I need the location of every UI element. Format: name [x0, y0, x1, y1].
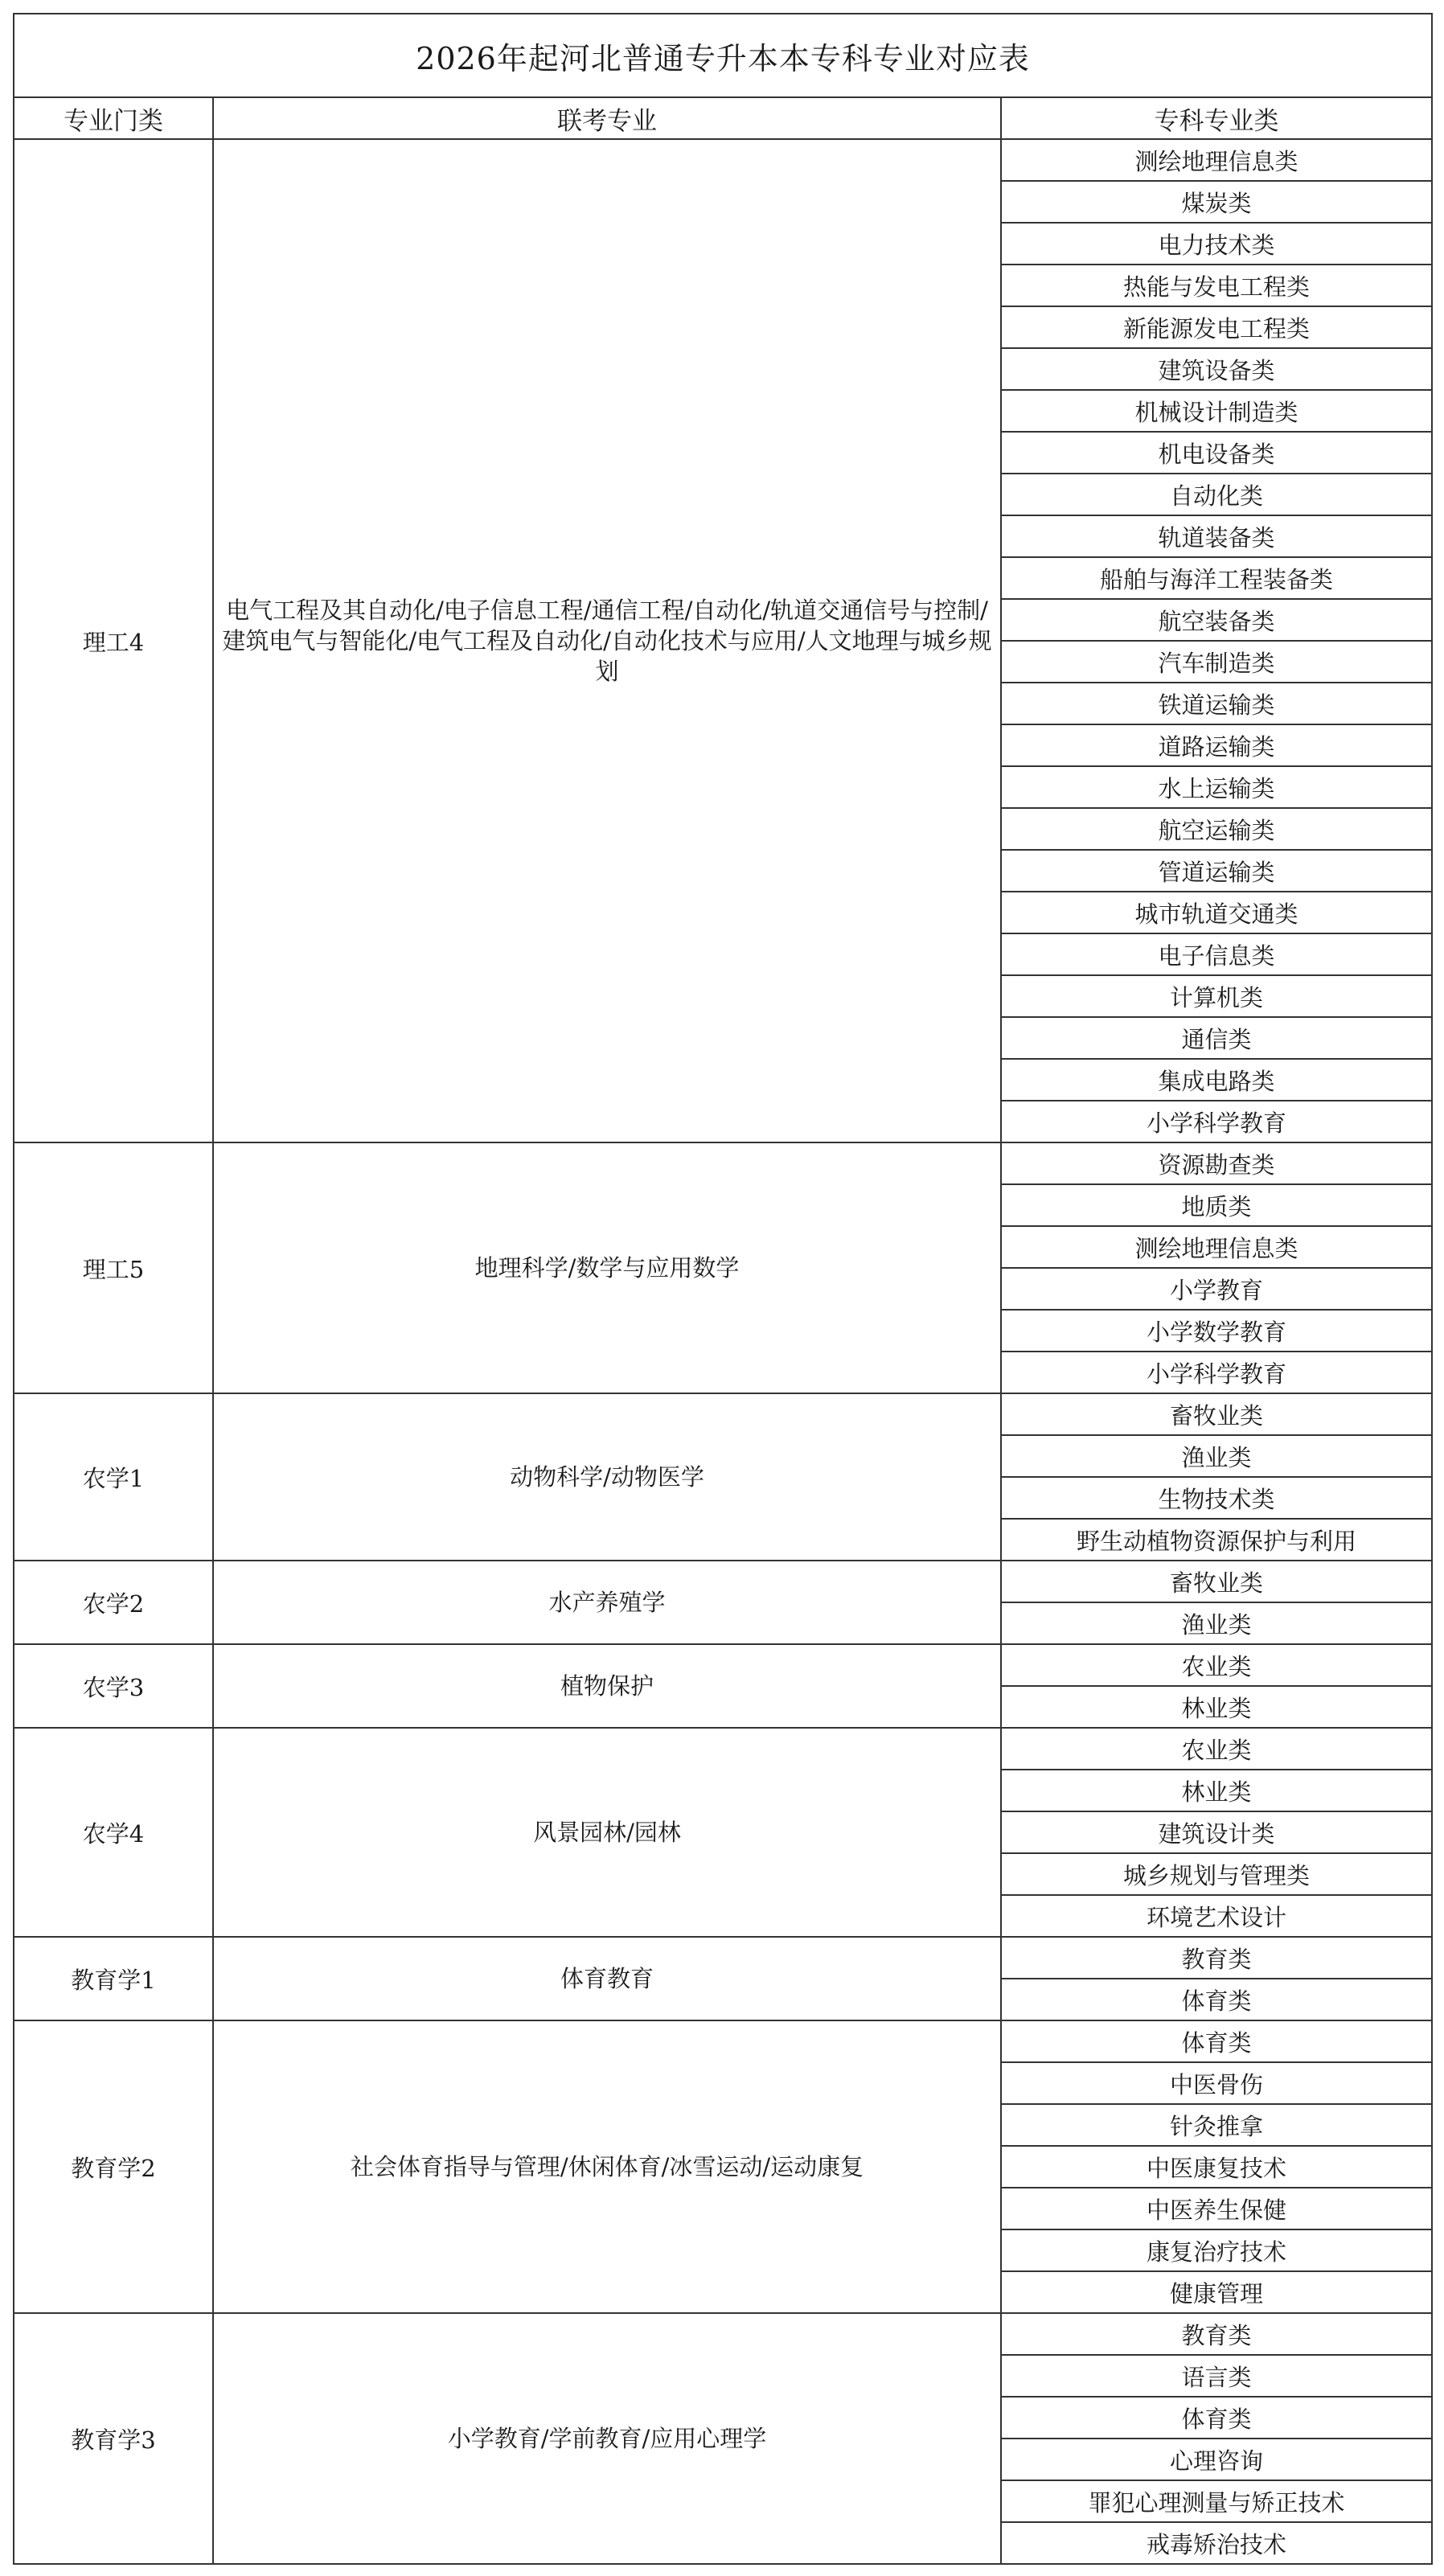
specialty-cell: 畜牧业类 — [1001, 1561, 1432, 1602]
specialty-cell: 林业类 — [1001, 1686, 1432, 1728]
correspondence-table — [13, 13, 1433, 2565]
category-cell: 教育学1 — [14, 1937, 213, 2020]
category-cell: 教育学3 — [14, 2313, 213, 2564]
specialty-cell: 罪犯心理测量与矫正技术 — [1001, 2480, 1432, 2522]
specialty-cell: 体育类 — [1001, 2020, 1432, 2062]
specialty-cell: 渔业类 — [1001, 1602, 1432, 1644]
specialty-cell: 测绘地理信息类 — [1001, 139, 1432, 181]
header-row — [14, 97, 1432, 139]
joint-exam-cell: 电气工程及其自动化/电子信息工程/通信工程/自动化/轨道交通信号与控制/建筑电气与智能化/电气工程及自动化/自动化技术与应用/人文地理与城乡规划 — [213, 139, 1001, 1142]
specialty-cell: 地质类 — [1001, 1184, 1432, 1226]
specialty-cell: 城市轨道交通类 — [1001, 892, 1432, 933]
table-row — [14, 1142, 1432, 1184]
table-row — [14, 1937, 1432, 1979]
specialty-cell: 小学数学教育 — [1001, 1310, 1432, 1352]
specialty-cell: 新能源发电工程类 — [1001, 306, 1432, 348]
specialty-cell: 康复治疗技术 — [1001, 2229, 1432, 2271]
specialty-cell: 农业类 — [1001, 1644, 1432, 1686]
table-title: 2026年起河北普通专升本本专科专业对应表 — [14, 14, 1432, 97]
correspondence-sheet — [13, 13, 1431, 2565]
joint-exam-cell: 小学教育/学前教育/应用心理学 — [213, 2313, 1001, 2564]
category-cell: 农学4 — [14, 1728, 213, 1937]
specialty-cell: 电子信息类 — [1001, 933, 1432, 975]
specialty-cell: 渔业类 — [1001, 1435, 1432, 1477]
specialty-cell: 中医骨伤 — [1001, 2062, 1432, 2104]
table-row — [14, 1561, 1432, 1602]
table-row — [14, 2020, 1432, 2062]
table-row — [14, 2313, 1432, 2355]
specialty-cell: 畜牧业类 — [1001, 1393, 1432, 1435]
specialty-cell: 船舶与海洋工程装备类 — [1001, 557, 1432, 599]
specialty-cell: 教育类 — [1001, 2313, 1432, 2355]
joint-exam-cell: 地理科学/数学与应用数学 — [213, 1142, 1001, 1393]
specialty-cell: 健康管理 — [1001, 2271, 1432, 2313]
specialty-cell: 林业类 — [1001, 1770, 1432, 1811]
specialty-cell: 中医康复技术 — [1001, 2146, 1432, 2188]
specialty-cell: 环境艺术设计 — [1001, 1895, 1432, 1937]
specialty-cell: 小学科学教育 — [1001, 1101, 1432, 1142]
specialty-cell: 野生动植物资源保护与利用 — [1001, 1519, 1432, 1561]
category-cell: 农学3 — [14, 1644, 213, 1728]
specialty-cell: 语言类 — [1001, 2355, 1432, 2397]
specialty-cell: 测绘地理信息类 — [1001, 1226, 1432, 1268]
joint-exam-cell: 水产养殖学 — [213, 1561, 1001, 1644]
specialty-cell: 体育类 — [1001, 2397, 1432, 2439]
specialty-cell: 航空运输类 — [1001, 808, 1432, 850]
specialty-cell: 建筑设备类 — [1001, 348, 1432, 390]
specialty-cell: 铁道运输类 — [1001, 683, 1432, 724]
specialty-cell: 中医养生保健 — [1001, 2188, 1432, 2229]
specialty-cell: 资源勘查类 — [1001, 1142, 1432, 1184]
specialty-cell: 航空装备类 — [1001, 599, 1432, 641]
specialty-cell: 小学教育 — [1001, 1268, 1432, 1310]
header-category: 专业门类 — [14, 97, 213, 139]
specialty-cell: 体育类 — [1001, 1979, 1432, 2020]
specialty-cell: 道路运输类 — [1001, 724, 1432, 766]
table-row — [14, 1644, 1432, 1686]
specialty-cell: 集成电路类 — [1001, 1059, 1432, 1101]
table-body — [14, 139, 1432, 2564]
specialty-cell: 汽车制造类 — [1001, 641, 1432, 683]
specialty-cell: 机械设计制造类 — [1001, 390, 1432, 432]
specialty-cell: 针灸推拿 — [1001, 2104, 1432, 2146]
joint-exam-cell: 动物科学/动物医学 — [213, 1393, 1001, 1561]
specialty-cell: 自动化类 — [1001, 474, 1432, 515]
specialty-cell: 轨道装备类 — [1001, 515, 1432, 557]
category-cell: 农学1 — [14, 1393, 213, 1561]
category-cell: 农学2 — [14, 1561, 213, 1644]
header-specialty: 专科专业类 — [1001, 97, 1432, 139]
specialty-cell: 农业类 — [1001, 1728, 1432, 1770]
specialty-cell: 热能与发电工程类 — [1001, 265, 1432, 306]
specialty-cell: 生物技术类 — [1001, 1477, 1432, 1519]
table-row — [14, 1728, 1432, 1770]
header-joint-exam: 联考专业 — [213, 97, 1001, 139]
joint-exam-cell: 体育教育 — [213, 1937, 1001, 2020]
category-cell: 理工4 — [14, 139, 213, 1142]
specialty-cell: 水上运输类 — [1001, 766, 1432, 808]
specialty-cell: 煤炭类 — [1001, 181, 1432, 223]
table-row — [14, 1393, 1432, 1435]
specialty-cell: 通信类 — [1001, 1017, 1432, 1059]
table-row — [14, 139, 1432, 181]
specialty-cell: 戒毒矫治技术 — [1001, 2522, 1432, 2564]
specialty-cell: 建筑设计类 — [1001, 1811, 1432, 1853]
specialty-cell: 教育类 — [1001, 1937, 1432, 1979]
specialty-cell: 管道运输类 — [1001, 850, 1432, 892]
joint-exam-cell: 风景园林/园林 — [213, 1728, 1001, 1937]
specialty-cell: 城乡规划与管理类 — [1001, 1853, 1432, 1895]
specialty-cell: 心理咨询 — [1001, 2439, 1432, 2480]
specialty-cell: 电力技术类 — [1001, 223, 1432, 265]
specialty-cell: 机电设备类 — [1001, 432, 1432, 474]
joint-exam-cell: 植物保护 — [213, 1644, 1001, 1728]
joint-exam-cell: 社会体育指导与管理/休闲体育/冰雪运动/运动康复 — [213, 2020, 1001, 2313]
specialty-cell: 小学科学教育 — [1001, 1352, 1432, 1393]
specialty-cell: 计算机类 — [1001, 975, 1432, 1017]
category-cell: 理工5 — [14, 1142, 213, 1393]
title-row — [14, 14, 1432, 97]
category-cell: 教育学2 — [14, 2020, 213, 2313]
